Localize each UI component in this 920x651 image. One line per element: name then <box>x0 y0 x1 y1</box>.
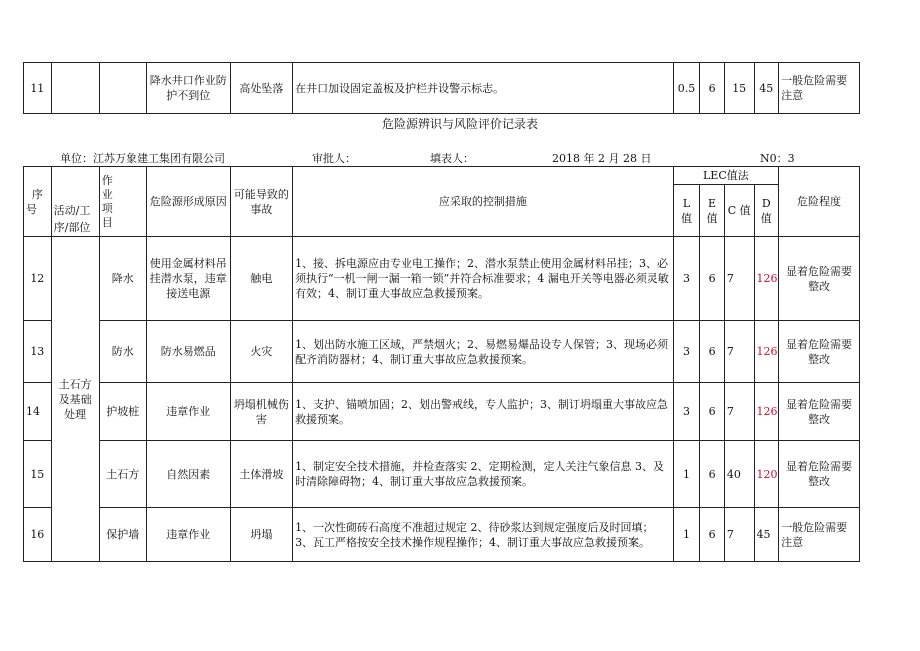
hazard-cell: 降水井口作业防护不到位 <box>146 63 230 114</box>
accident-cell: 坍塌 <box>230 508 292 562</box>
header-activity <box>51 167 99 237</box>
row-number: 13 <box>24 321 52 383</box>
filler-label: 填表人： <box>430 152 474 165</box>
hazard-cell: 违章作业 <box>146 383 230 441</box>
header-no <box>24 167 52 237</box>
d-value: 120 <box>754 441 779 508</box>
e-value: 6 <box>700 237 725 321</box>
risk-table <box>23 166 860 562</box>
level-cell: 一般危险需要注意 <box>779 63 860 114</box>
table-row <box>24 63 860 114</box>
header-level: 危险程度 <box>779 167 860 237</box>
header-c: C 值 <box>724 185 754 237</box>
header-no-a: 序 <box>31 187 43 201</box>
activity-cell: 土石方及基础处理 <box>51 237 99 562</box>
level-cell: 显着危险需要整改 <box>779 321 860 383</box>
l-value: 3 <box>673 321 700 383</box>
l-value: 3 <box>673 237 700 321</box>
c-value: 7 <box>724 237 754 321</box>
measures-cell: 1、接、拆电源应由专业电工操作；2、潜水泵禁止使用金属材料吊挂；3、必须执行“一机一闸一漏一箱一锁”并符合标准要求；4 漏电开关等电器必须灵敏有效；4、制订重大事故应急救援预案。 <box>293 237 674 321</box>
item-cell: 土石方 <box>99 441 146 508</box>
page-title: 危险源辨识与风险评价记录表 <box>381 117 538 131</box>
activity-cell <box>51 63 99 114</box>
header-lec: LEC值法 <box>673 167 778 185</box>
item-cell: 防水 <box>99 321 146 383</box>
c-value: 7 <box>724 321 754 383</box>
measures-cell: 1、一次性砌砖石高度不准超过规定 2、待砂浆达到规定强度后及时回填；3、瓦工严格按安全技术操作规程操作；4、制订重大事故应急救援预案。 <box>293 508 674 562</box>
item-cell <box>99 63 146 114</box>
item-cell: 降水 <box>99 237 146 321</box>
item-cell: 护坡桩 <box>99 383 146 441</box>
row-number: 14 <box>24 383 52 441</box>
hazard-cell: 违章作业 <box>146 508 230 562</box>
item-cell: 保护墙 <box>99 508 146 562</box>
accident-cell: 高处坠落 <box>230 63 292 114</box>
hazard-cell: 使用金属材料吊挂潜水泵，违章接送电源 <box>146 237 230 321</box>
d-value: 126 <box>754 321 779 383</box>
c-value: 15 <box>724 63 754 114</box>
level-cell: 显着危险需要整改 <box>779 237 860 321</box>
c-value: 7 <box>724 508 754 562</box>
measures-cell: 1、划出防水施工区域，严禁烟火；2、易燃易爆品设专人保管；3、现场必须配齐消防器材；4、制订重大事故应急救援预案。 <box>293 321 674 383</box>
hazard-cell: 防水易燃品 <box>146 321 230 383</box>
approver-label: 审批人： <box>312 152 356 165</box>
header-measures: 应采取的控制措施 <box>293 167 674 237</box>
level-cell: 一般危险需要注意 <box>779 508 860 562</box>
table-row <box>24 441 860 508</box>
row-number: 12 <box>24 237 52 321</box>
hazard-cell: 自然因素 <box>146 441 230 508</box>
d-value: 126 <box>754 237 779 321</box>
l-value: 1 <box>673 441 700 508</box>
table-row <box>24 237 860 321</box>
l-value: 1 <box>673 508 700 562</box>
measures-cell: 在井口加设固定盖板及护栏并设警示标志。 <box>293 63 674 114</box>
header-activity-text: 活动/工序/部位 <box>53 204 91 234</box>
table-row <box>24 508 860 562</box>
level-cell: 显着危险需要整改 <box>779 441 860 508</box>
e-value: 6 <box>700 441 725 508</box>
header-e: E 值 <box>700 185 725 237</box>
header-row <box>24 167 860 185</box>
c-value: 7 <box>724 383 754 441</box>
l-value: 3 <box>673 383 700 441</box>
date-label: 2018 年 2 月 28 日 <box>552 152 652 165</box>
header-accident: 可能导致的事故 <box>230 167 292 237</box>
record-number: N0：3 <box>760 152 795 165</box>
level-cell: 显着危险需要整改 <box>779 383 860 441</box>
row-number: 15 <box>24 441 52 508</box>
table-row <box>24 321 860 383</box>
e-value: 6 <box>700 63 725 114</box>
row-number: 11 <box>24 63 52 114</box>
measures-cell: 1、支护、锚喷加固；2、划出警戒线，专人监护；3、制订坍塌重大事故应急救援预案。 <box>293 383 674 441</box>
measures-cell: 1、制定安全技术措施，并检查落实 2、定期检测，定人关注气象信息 3、及时清除障碍物；4、制订重大事故应急救援预案。 <box>293 441 674 508</box>
e-value: 6 <box>700 508 725 562</box>
l-value: 0.5 <box>673 63 700 114</box>
top-table <box>23 62 860 114</box>
header-item <box>99 167 146 237</box>
header-item-text: 作业项目 <box>101 173 113 229</box>
table-row <box>24 383 860 441</box>
accident-cell: 触电 <box>230 237 292 321</box>
d-value: 45 <box>754 63 779 114</box>
accident-cell: 土体滑坡 <box>230 441 292 508</box>
header-d: D 值 <box>754 185 779 237</box>
d-value: 126 <box>754 383 779 441</box>
header-no-b: 号 <box>26 202 37 216</box>
row-number: 16 <box>24 508 52 562</box>
d-value: 45 <box>754 508 779 562</box>
header-hazard: 危险源形成原因 <box>146 167 230 237</box>
e-value: 6 <box>700 383 725 441</box>
c-value: 40 <box>724 441 754 508</box>
unit-label: 单位：江苏万象建工集团有限公司 <box>60 152 225 165</box>
e-value: 6 <box>700 321 725 383</box>
header-l: L 值 <box>673 185 700 237</box>
accident-cell: 火灾 <box>230 321 292 383</box>
accident-cell: 坍塌机械伤害 <box>230 383 292 441</box>
